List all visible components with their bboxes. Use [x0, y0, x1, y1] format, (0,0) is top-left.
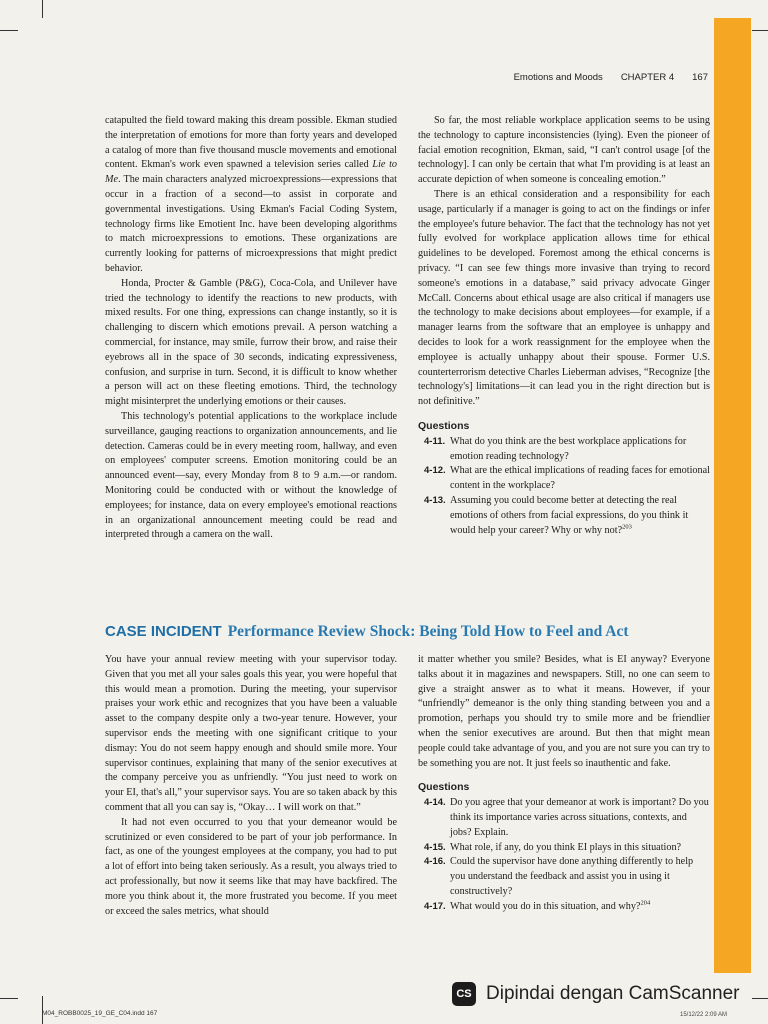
page-number: 167	[692, 72, 708, 83]
question-number: 4-14.	[424, 797, 446, 809]
question-text: Could the supervisor have done anything differently to help you understand the feedback and assist you in using it constructively?	[450, 856, 694, 897]
crop-mark	[42, 0, 43, 18]
paragraph: it matter whether you smile? Besides, what is EI anyway? Everyone talks about it in magazines and newspapers. Still, no one can seem to give a straight answer as to what it means. However, if your “unfriendly” demeanor is the only thing standing between you and a promotion, perhaps you should try to smile more and be friendlier when the senior executives are around. But then that might mean people could take advantage of you, and you are not sure you can try to be something you are not. It just feels so inauthentic and fake.	[418, 654, 710, 769]
question-text: What are the ethical implications of reading faces for emotional content in the workplace?	[450, 465, 710, 492]
question-item	[418, 435, 710, 465]
question-number: 4-16.	[424, 856, 446, 868]
question-number: 4-17.	[424, 900, 446, 912]
question-text: Assuming you could become better at detecting the real emotions of others from facial expressions, do you think it would help your career? Why or why not?	[450, 494, 689, 536]
question-number: 4-13.	[424, 494, 446, 506]
question-text: What would you do in this situation, and why?	[450, 900, 641, 912]
endnote-ref: 204	[640, 899, 651, 907]
camscanner-logo-icon: CS	[452, 982, 476, 1006]
running-head-chapter: CHAPTER 4	[620, 72, 675, 83]
question-text: What do you think are the best workplace applications for emotion reading technology?	[450, 435, 687, 462]
print-slug-timestamp: 15/12/22 2:09 AM	[680, 1012, 728, 1018]
chapter-tab-bar	[714, 18, 751, 973]
case-title: Performance Review Shock: Being Told How to Feel and Act	[227, 623, 629, 640]
question-number: 4-11.	[424, 435, 446, 447]
question-item	[418, 796, 710, 840]
crop-mark	[0, 30, 18, 31]
bottom-left-column	[105, 653, 397, 919]
top-left-column	[105, 114, 397, 543]
crop-mark	[0, 998, 18, 999]
question-item	[418, 494, 710, 538]
crop-mark	[752, 998, 768, 999]
running-head	[514, 72, 708, 83]
questions-list	[418, 435, 710, 539]
question-item	[418, 900, 710, 915]
show-title: Lie to Me	[105, 159, 397, 186]
case-incident-heading	[105, 623, 725, 641]
print-slug-filename: M04_ROBB0025_19_GE_C04.indd 167	[42, 1010, 158, 1017]
question-number: 4-12.	[424, 465, 446, 477]
paragraph: There is an ethical consideration and a responsibility for each usage, particularly if a manager is going to act on the findings or infer the employee's future behavior. The fact that the technology has not yet fully evolved for workplace application allows time for ethical guidelines to be developed. Foremost among the ethical concerns is privacy. “I can see few things more invasive than trying to record someone's emotions in a database,” said privacy advocate Ginger McCall. Concerns about ethical usage are also critical if managers use the technology to make decisions about employees—for example, if a manager learns from the software that an employee is unhappy and decides to look for a work reassignment for the employee when the employee is actually unhappy about their spouse. Former U.S. counterterrorism detective Charles Lieberman advises, “Recognize [the technology's] limitations—it can lead you in the right direction but is not definitive.”	[418, 188, 710, 408]
paragraph: You have your annual review meeting with your supervisor today. Given that you met all your sales goals this year, you were hopeful that this would mean a promotion. During the meeting, your supervisor praises your work ethic and recognizes that you have been a valuable asset to the company despite only a two-year tenure. However, your supervisor ends the meeting with one significant critique to your dismay: You do not seem happy enough and should smile more. Your supervisor continues, explaining that many of the senior executives at the company perceive you as unfriendly. “You just need to work on your EI, that's all,” your supervisor says. You are so taken aback by this comment that all you can say is, “Okay… I will work on that.”	[105, 654, 397, 813]
camscanner-watermark	[452, 974, 752, 1014]
case-label: CASE INCIDENT	[105, 623, 222, 640]
questions-list	[418, 796, 710, 914]
question-item	[418, 841, 710, 856]
questions-heading: Questions	[418, 419, 470, 432]
question-number: 4-15.	[424, 841, 446, 853]
paragraph: It had not even occurred to you that your demeanor would be scrutinized or even considered to be part of your job performance. In fact, as one of the youngest employees at the company, you had to put a lot of effort into being taken seriously. As a result, you always tried to act professionally, but now it seems like that may have backfired. The more you think about it, the more frustrated you become. If you meet or exceed the sales metrics, what should	[105, 816, 397, 917]
endnote-ref: 203	[622, 523, 632, 531]
paragraph: So far, the most reliable workplace application seems to be using the technology to capture inconsistencies (lying). Even the pioneer of facial emotion recognition, Ekman, said, “I can't control usage [of the technology]. I can only be certain that what I'm providing is at least an accurate depiction of when someone is concealing emotion.”	[418, 115, 710, 186]
paragraph: This technology's potential applications to the workplace include surveillance, gauging reactions to organization announcements, and lie detection. Cameras could be in every meeting room, hallway, and even on employees' computer screens. Emotion monitoring could be an announced event—say, every Monday from 8 to 9 a.m.—or random. Monitoring could be conducted with or without the knowledge of employees; for instance, data on every employee's emotional reactions in an organizational announcement meeting could be read and interpreted through a camera on the wall.	[105, 410, 397, 541]
paragraph: Honda, Procter & Gamble (P&G), Coca-Cola, and Unilever have tried the technology to identify the reactions to new products, with mixed results. For one thing, expressions can change instantly, so it is challenging to discern which emotions prevail. A person watching a commercial, for instance, may smile, furrow their brow, and raise their eyebrows all in the space of 30 seconds, indicating expressiveness, confusion, and surprise in turn. Second, it is difficult to know whether a person will act on these fleeting emotions. Third, the technology might misinterpret the underlying emotions or their causes.	[105, 277, 397, 408]
crop-mark	[752, 30, 768, 31]
camscanner-text: Dipindai dengan CamScanner	[486, 983, 740, 1004]
question-text: What role, if any, do you think EI plays in this situation?	[450, 841, 682, 853]
questions-heading: Questions	[418, 781, 470, 794]
paragraph: catapulted the field toward making this dream possible. Ekman studied the interpretation of emotions for more than forty years and developed a catalog of more than five thousand muscle movements and emotional content. Ekman's work even spawned a television series called Lie to Me. The main characters analyzed microexpressions—expressions that occur in a fraction of a second—to assist in corporate and governmental investigations. Using Ekman's Facial Coding System, technology firms like Emotient Inc. have been developing algorithms to match microexpressions to emotions. These organizations are currently looking for patterns of microexpressions that might predict behavior.	[105, 115, 397, 274]
question-item	[418, 855, 710, 899]
bottom-right-column	[418, 653, 710, 915]
running-head-section: Emotions and Moods	[513, 72, 603, 83]
question-item	[418, 464, 710, 494]
top-right-column	[418, 114, 710, 538]
question-text: Do you agree that your demeanor at work is important? Do you think its importance varies across situations, contexts, and jobs? Explain.	[450, 797, 709, 838]
